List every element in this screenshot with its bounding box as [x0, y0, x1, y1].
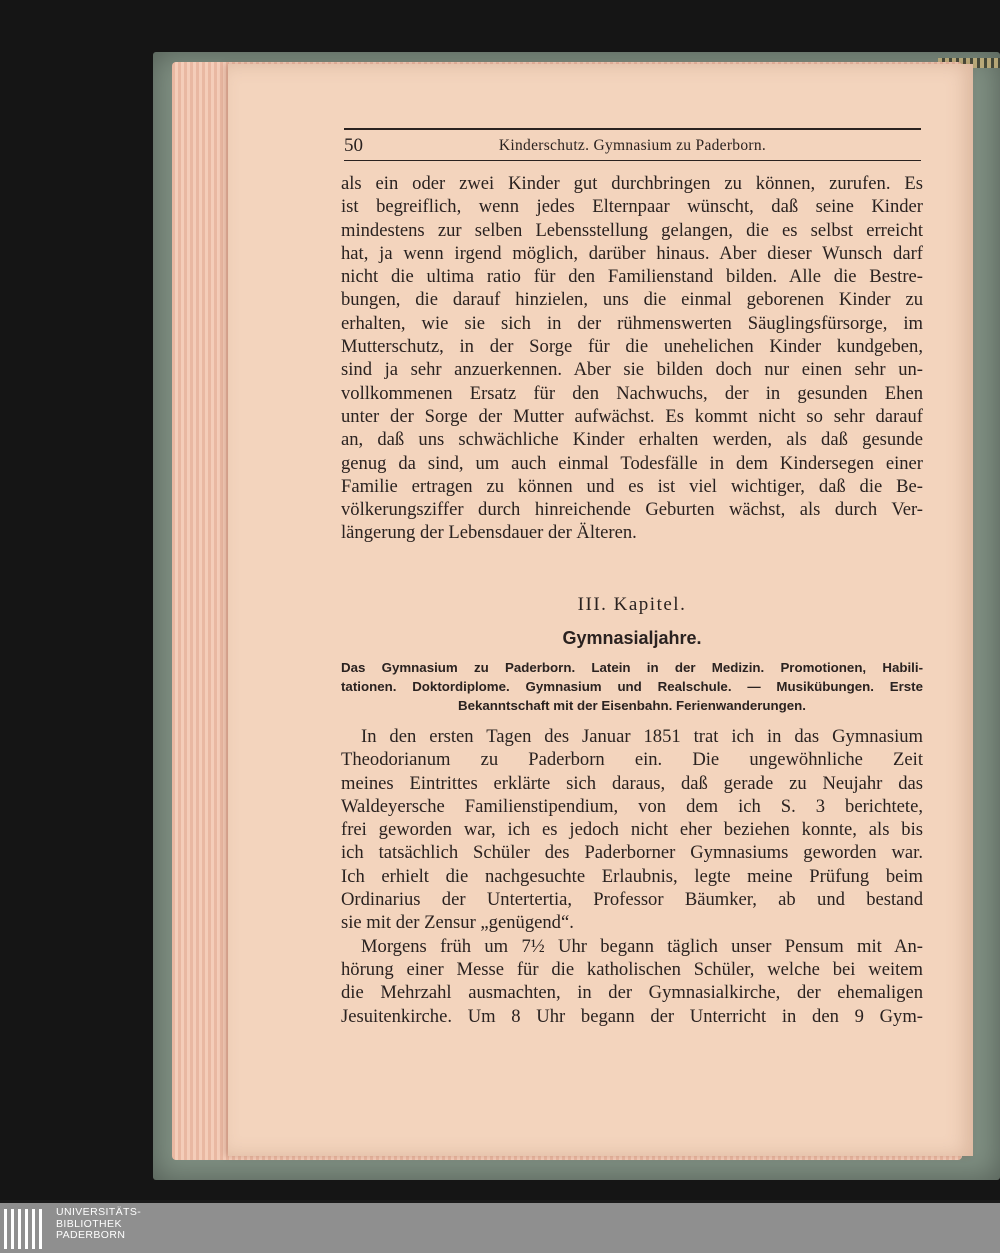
text-line: meines Eintrittes erklärte sich daraus, daß gerade zu Neujahr das	[341, 772, 923, 794]
running-head	[344, 128, 921, 161]
text-line: sie mit der Zensur „genügend“.	[341, 912, 574, 934]
text-line: längerung der Lebensdauer der Älteren.	[341, 522, 637, 544]
text-line: Familie ertragen zu können und es ist viel wichtiger, daß die Be-	[341, 475, 923, 497]
text-line: Ordinarius der Untertertia, Professor Bäumker, ab und bestand	[341, 889, 923, 911]
text-line: frei geworden war, ich es jedoch nicht eher beziehen konnte, als bis	[341, 819, 923, 841]
text-line: Jesuitenkirche. Um 8 Uhr begann der Unterricht in den 9 Gym-	[341, 1005, 923, 1027]
paragraph-top	[341, 172, 923, 545]
chapter-title: Gymnasialjahre.	[562, 628, 702, 648]
summary-line: tationen. Doktordiplome. Gymnasium und Realschule. — Musikübungen. Erste	[341, 679, 923, 694]
paragraph-bottom	[341, 725, 923, 1028]
text-line: hat, ja wenn irgend möglich, darüber hinaus. Aber dieser Wunsch darf	[341, 242, 923, 264]
text-line: Waldeyersche Familienstipendium, von dem ich S. 3 berichtete,	[341, 795, 923, 817]
text-line: Morgens früh um 7½ Uhr begann täglich unser Pensum mit An-	[361, 935, 923, 957]
text-line: Theodorianum zu Paderborn ein. Die ungewöhnliche Zeit	[341, 749, 923, 771]
text-line: genug da sind, um auch einmal Todesfälle in dem Kindersegen einer	[341, 452, 923, 474]
text-line: an, daß uns schwächliche Kinder erhalten werden, als daß gesunde	[341, 429, 923, 451]
text-line: erhalten, wie sie sich in der rühmenswerten Säuglingsfürsorge, im	[341, 312, 923, 334]
text-line: sind ja sehr anzuerkennen. Aber sie bilden doch nur einen sehr un-	[341, 359, 923, 381]
text-line: die Mehrzahl ausmachten, in der Gymnasialkirche, der ehemaligen	[341, 982, 923, 1004]
text-line: Ich erhielt die nachgesuchte Erlaubnis, legte meine Prüfung beim	[341, 865, 923, 887]
text-line: völkerungsziffer durch hinreichende Geburten wächst, als durch Ver-	[341, 499, 923, 521]
text-line: mindestens zur selben Lebensstellung gelangen, die es selbst erreicht	[341, 219, 923, 241]
logo-line: PADERBORN	[56, 1229, 126, 1241]
text-line: nicht die ultima ratio für den Familienstand bilden. Alle die Bestre-	[341, 266, 923, 288]
summary-line: Das Gymnasium zu Paderborn. Latein in der Medizin. Promotionen, Habili-	[341, 660, 923, 675]
text-line: ist begreiflich, wenn jedes Elternpaar wünscht, daß seine Kinder	[341, 196, 923, 218]
page-number: 50	[344, 135, 363, 156]
text-line: In den ersten Tagen des Januar 1851 trat ich in das Gymnasium	[361, 726, 923, 747]
text-line: hörung einer Messe für die katholischen Schüler, welche bei weitem	[341, 958, 923, 980]
running-title: Kinderschutz. Gymnasium zu Paderborn.	[498, 137, 767, 154]
text-line: ich tatsächlich Schüler des Paderborner Gymnasiums geworden war.	[341, 842, 923, 864]
text-line: vollkommenen Ersatz für den Nachwuchs, der in gesunden Ehen	[341, 382, 923, 404]
summary-line: Bekanntschaft mit der Eisenbahn. Ferienwanderungen.	[457, 698, 806, 713]
logo-line: UNIVERSITÄTS-	[56, 1206, 142, 1218]
text-line: unter der Sorge der Mutter aufwächst. Es kommt nicht so sehr darauf	[341, 405, 923, 427]
text-line: Mutterschutz, in der Sorge für die unehelichen Kinder kundgeben,	[341, 336, 923, 358]
logo-line: BIBLIOTHEK	[56, 1217, 122, 1230]
footer-bar	[0, 1203, 1000, 1253]
library-logo-text	[56, 1207, 141, 1242]
chapter-summary	[341, 658, 923, 715]
text-line: als ein oder zwei Kinder gut durchbringen zu können, zurufen. Es	[341, 173, 923, 194]
text-line: bungen, die darauf hinzielen, uns die einmal geborenen Kinder zu	[341, 289, 923, 311]
chapter-number: III. Kapitel.	[577, 594, 687, 615]
